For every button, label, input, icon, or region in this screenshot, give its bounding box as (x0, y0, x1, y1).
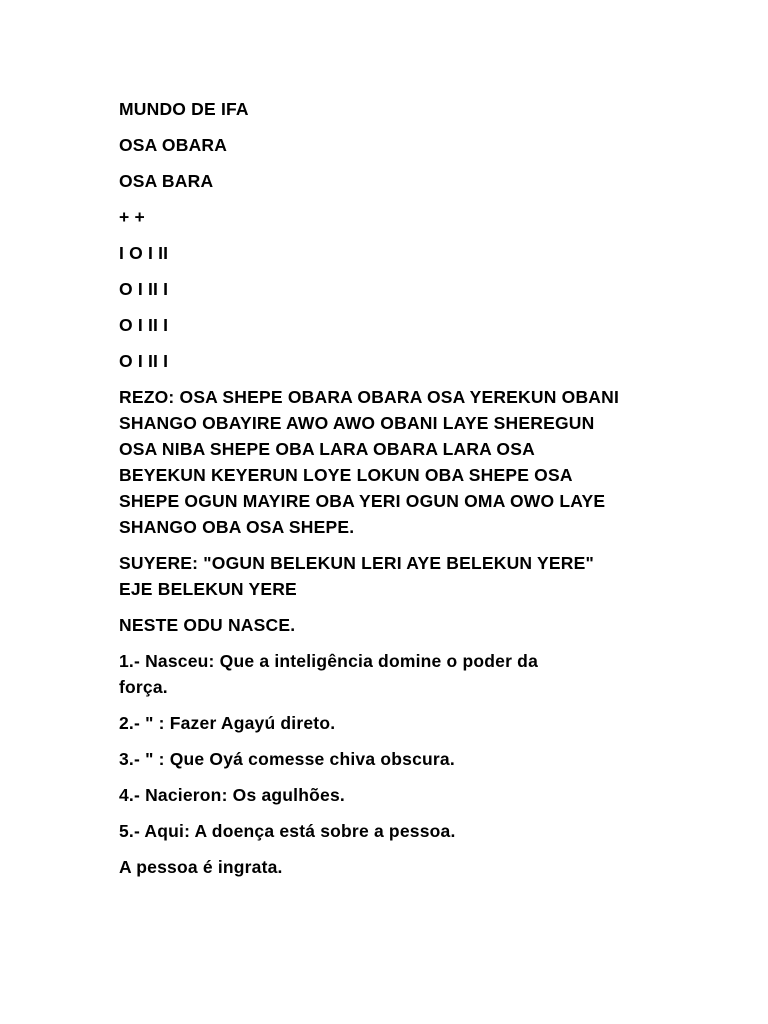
text-line: SHANGO OBA OSA SHEPE. (119, 517, 355, 537)
text-line: I O I II (119, 243, 169, 263)
list-item (119, 818, 679, 844)
text-line: + + (119, 207, 145, 227)
odu-mark-row (119, 348, 679, 374)
text-line: MUNDO DE IFA (119, 99, 249, 119)
text-line: OSA NIBA SHEPE OBA LARA OBARA LARA OSA (119, 439, 535, 459)
text-line: NESTE ODU NASCE. (119, 615, 296, 635)
rezo-paragraph (119, 384, 679, 540)
list-item (119, 782, 679, 808)
odu-mark-row (119, 276, 679, 302)
text-line: OSA OBARA (119, 135, 228, 155)
section-heading (119, 612, 679, 638)
odu-name (119, 132, 679, 158)
text-line: SUYERE: "OGUN BELEKUN LERI AYE BELEKUN YERE" (119, 553, 594, 573)
text-line: REZO: OSA SHEPE OBARA OBARA OSA YEREKUN OBANI (119, 387, 620, 407)
text-line: 4.- Nacieron: Os agulhões. (119, 785, 345, 805)
list-item (119, 710, 679, 736)
text-line: SHEPE OGUN MAYIRE OBA YERI OGUN OMA OWO LAYE (119, 491, 606, 511)
text-line: EJE BELEKUN YERE (119, 579, 297, 599)
list-item (119, 746, 679, 772)
text-line: BEYEKUN KEYERUN LOYE LOKUN OBA SHEPE OSA (119, 465, 573, 485)
doc-title (119, 96, 679, 122)
closing-line (119, 854, 679, 880)
odu-mark-row (119, 312, 679, 338)
odu-signs (119, 204, 679, 230)
suyere-paragraph (119, 550, 679, 602)
text-line: 5.- Aqui: A doença está sobre a pessoa. (119, 821, 456, 841)
text-line: 2.- " : Fazer Agayú direto. (119, 713, 336, 733)
text-line: OSA BARA (119, 171, 214, 191)
text-line: O I II I (119, 315, 169, 335)
text-line: O I II I (119, 351, 169, 371)
odu-alt-name (119, 168, 679, 194)
text-line: 1.- Nasceu: Que a inteligência domine o poder da (119, 651, 538, 671)
text-line: força. (119, 677, 168, 697)
text-line: SHANGO OBAYIRE AWO AWO OBANI LAYE SHEREGUN (119, 413, 595, 433)
document-body (119, 96, 679, 890)
text-line: A pessoa é ingrata. (119, 857, 283, 877)
list-item (119, 648, 679, 700)
text-line: O I II I (119, 279, 169, 299)
odu-mark-row (119, 240, 679, 266)
text-line: 3.- " : Que Oyá comesse chiva obscura. (119, 749, 455, 769)
